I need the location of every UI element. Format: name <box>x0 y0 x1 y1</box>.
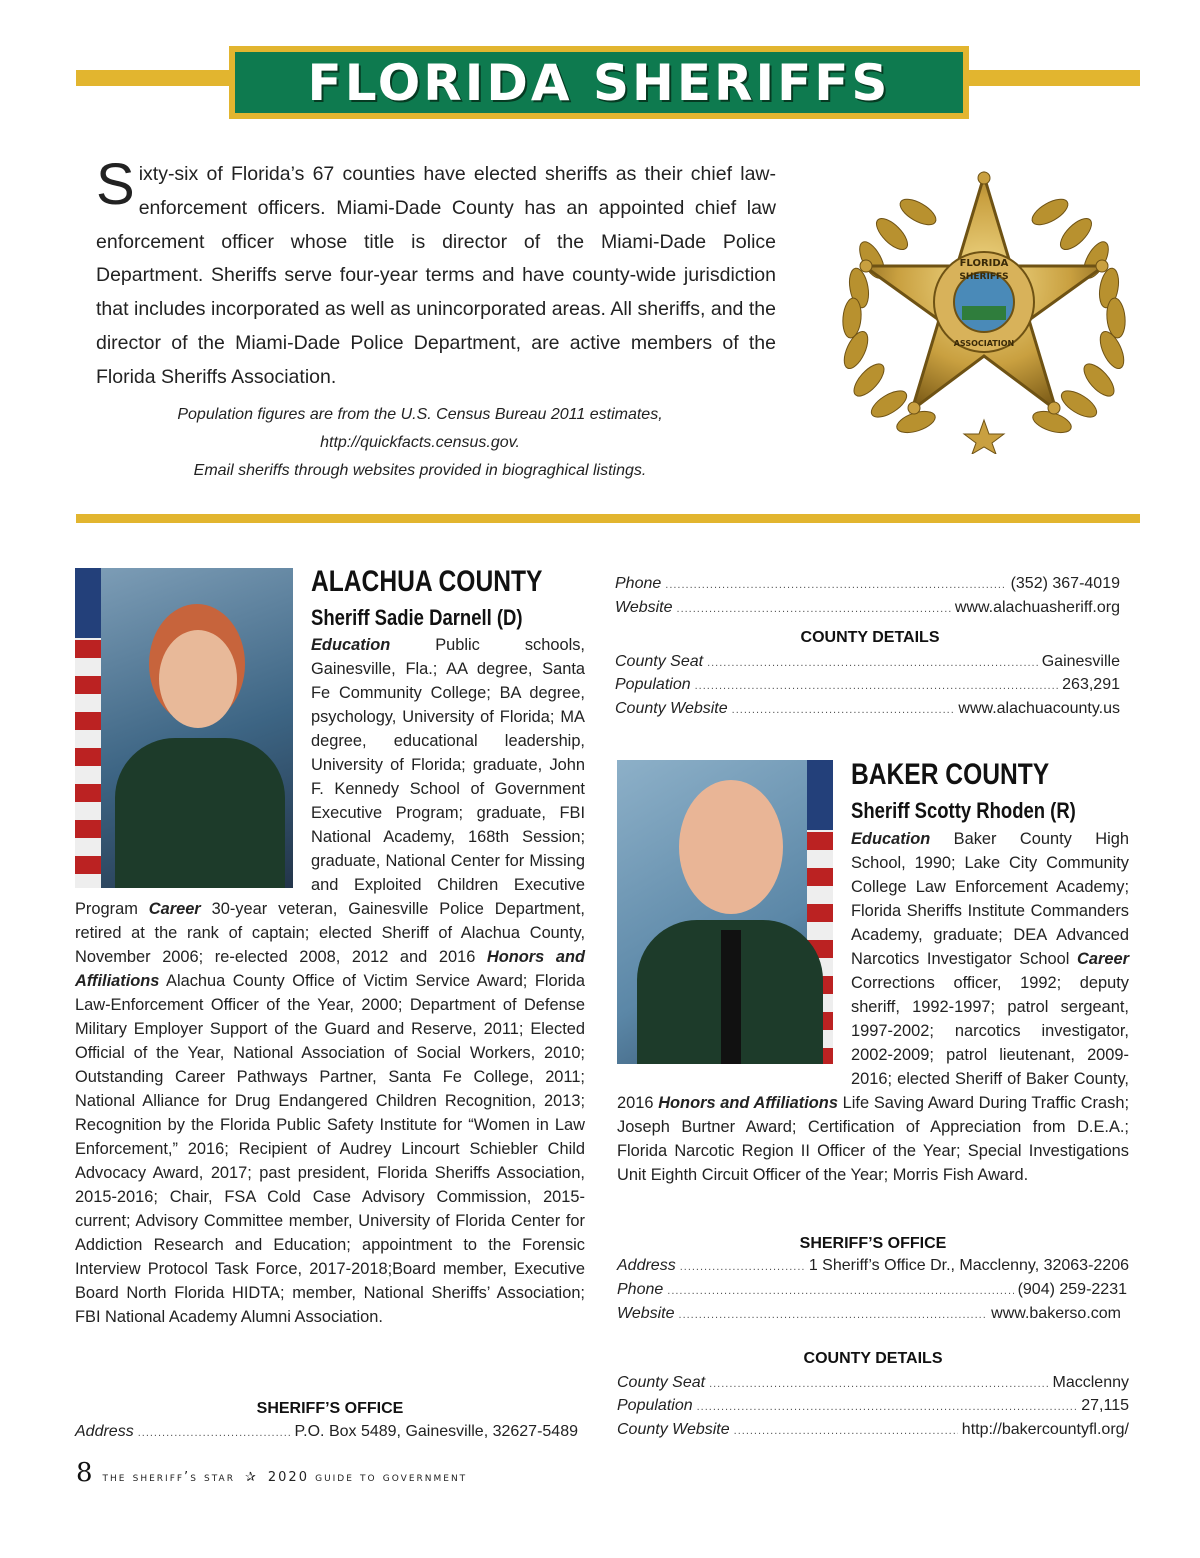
sheriffs-association-badge-icon <box>826 158 1142 454</box>
baker-population: 27,115 <box>1081 1397 1129 1414</box>
population-label: Population <box>615 676 691 693</box>
baker-bio <box>617 827 1129 1187</box>
county-website-label: County Website <box>615 700 728 717</box>
baker-website-link[interactable]: www.bakerso.com <box>991 1305 1121 1322</box>
baker-population-row <box>617 1397 1129 1415</box>
intro-notes <box>96 401 744 485</box>
alachua-sheriff-name: Sheriff Sadie Darnell (D) <box>311 605 523 630</box>
phone-label: Phone <box>617 1281 664 1298</box>
baker-address: 1 Sheriff’s Office Dr., Macclenny, 32063-2206 <box>808 1257 1129 1274</box>
publication-name: the sheriff’s star <box>102 1470 235 1485</box>
baker-county-website-row <box>617 1421 1129 1439</box>
alachua-phone: (352) 367-4019 <box>1010 575 1120 592</box>
baker-honors-text: Life Saving Award During Traffic Crash; Joseph Burtner Award; Certification of Appreciation from D.E.A.; Florida Narcotic Region II Officer of the Year; Special Investigations Unit Eighth Circuit Officer of the Year; Morris Fish Award. <box>617 1094 1129 1184</box>
county-seat-label: County Seat <box>617 1374 706 1391</box>
website-label: Website <box>615 599 673 616</box>
alachua-seat-row <box>615 653 1120 671</box>
page-footer <box>76 1458 467 1488</box>
alachua-details-heading: COUNTY DETAILS <box>800 629 940 646</box>
section-divider <box>76 514 1140 523</box>
note-email: Email sheriffs through websites provided in biograghical listings. <box>193 462 647 479</box>
alachua-website-row <box>615 599 1120 617</box>
alachua-office-heading: SHERIFF’S OFFICE <box>256 1400 404 1417</box>
alachua-address-row <box>75 1423 578 1441</box>
intro-text: ixty-six of Florida’s 67 counties have elected sheriffs as their chief law-enforcement officers. Miami-Dade County has an appointed chief law enforcement officer whose title is director of the Miami-Dade Police Department. Sheriffs serve four-year terms and have county-wide jurisdiction that includes incorporated as well as unincorporated areas. All sheriffs, and the director of the Miami-Dade Police Department, are active members of the Florida Sheriffs Association. <box>96 163 776 388</box>
alachua-career-text: 30-year veteran, Gainesville Police Department, retired at the rank of captain; elected Sheriff of Alachua County, November 2006; re-elected 2008, 2012 and 2016 <box>75 900 585 966</box>
alachua-phone-row <box>615 575 1120 593</box>
alachua-bio <box>75 633 585 1329</box>
website-label: Website <box>617 1305 675 1322</box>
baker-county-title: BAKER COUNTY <box>851 758 1050 791</box>
alachua-county-seat: Gainesville <box>1041 653 1120 670</box>
intro-paragraph <box>96 152 776 395</box>
address-label: Address <box>75 1423 134 1440</box>
title-banner-panel <box>235 52 963 113</box>
alachua-honors-label: Honors and Affiliations <box>75 948 585 990</box>
note-census-url: http://quickfacts.census.gov. <box>320 434 520 451</box>
alachua-honors-text: Alachua County Office of Victim Service Award; Florida Law-Enforcement Officer of the Year, 2000; Department of Defense Military Employer Support of the Guard and Reserve, 2011; Elected Official of the Year, National Association of Social Workers, 2010; Outstanding Career Pathways Partner, Santa Fe College, 2011; National Alliance for Drug Endangered Children Recognition, 2013; Recognition by the Florida Public Safety Institute for “Women in Law Enforcement,” 2016; Recipient of Audrey Lincourt Schiebler Child Advocacy Award, 2017; past president, Florida Sheriffs Association, 2015-2016; Chair, FSA Cold Case Advisory Commission, 2015-current; Advisory Committee member, University of Florida Center for Addiction Research and Education; appointment to the Forensic Interview Protocol Task Force, 2017-2018;Board member, Executive Board North Florida HIDTA; member, National Sheriffs’ Association; FBI National Academy Alumni Association. <box>75 972 585 1326</box>
note-population: Population figures are from the U.S. Census Bureau 2011 estimates, <box>177 406 663 423</box>
county-seat-label: County Seat <box>615 653 704 670</box>
alachua-career-label: Career <box>148 900 201 918</box>
alachua-county-website-row <box>615 700 1120 718</box>
baker-county-seat: Macclenny <box>1052 1374 1129 1391</box>
alachua-county-website-link[interactable]: www.alachuacounty.us <box>958 700 1120 717</box>
alachua-education-text: Public schools, Gainesville, Fla.; AA degree, Santa Fe Community College; BA degree, psychology, University of Florida; MA degree, educational leadership, University of Florida; graduate, John F. Kennedy School of Government Executive Program; graduate, FBI National Academy, 168th Session; graduate, National Center for Missing and Exploited Children Executive Program <box>75 636 585 918</box>
small-star-icon <box>964 420 1004 454</box>
baker-county-website-link[interactable]: http://bakercountyfl.org/ <box>961 1421 1129 1438</box>
alachua-county-title: ALACHUA COUNTY <box>311 565 543 598</box>
page-title: FLORIDA SHERIFFS <box>307 53 891 112</box>
baker-career-text: Corrections officer, 1992; deputy sheriff, 1992-1997; patrol sergeant, 1997-2002; narcotics investigator, 2002-2009; patrol lieutenant, 2009-2016; elected Sheriff of Baker County, 2016 <box>617 974 1129 1112</box>
title-banner <box>229 46 969 119</box>
county-website-label: County Website <box>617 1421 730 1438</box>
alachua-education-label: Education <box>311 636 391 654</box>
baker-phone-row <box>617 1281 1127 1299</box>
baker-office-heading: SHERIFF’S OFFICE <box>799 1235 947 1252</box>
drop-cap: S <box>96 152 135 217</box>
baker-bio-photo-spacer <box>617 827 851 1091</box>
alachua-address: P.O. Box 5489, Gainesville, 32627-5489 <box>294 1423 578 1440</box>
baker-career-label: Career <box>1077 950 1129 968</box>
page-number: 8 <box>76 1458 93 1488</box>
alachua-website-link[interactable]: www.alachuasheriff.org <box>954 599 1120 616</box>
badge-text-sheriffs: SHERIFFS <box>959 272 1009 282</box>
baker-education-label: Education <box>851 830 931 848</box>
alachua-population: 263,291 <box>1062 676 1120 693</box>
baker-website-row <box>617 1305 1121 1323</box>
baker-education-text: Baker County High School, 1990; Lake City Community College Law Enforcement Academy; Florida Sheriffs Institute Commanders Academy, graduate; DEA Advanced Narcotics Investigator School <box>851 830 1129 968</box>
footer-star-icon: ✰ <box>244 1470 258 1485</box>
badge-text-florida: FLORIDA <box>959 258 1009 269</box>
baker-phone: (904) 259-2231 <box>1017 1281 1127 1298</box>
baker-details-heading: COUNTY DETAILS <box>803 1350 943 1367</box>
address-label: Address <box>617 1257 676 1274</box>
baker-address-row <box>617 1257 1129 1275</box>
baker-seat-row <box>617 1374 1129 1392</box>
badge-text-association: ASSOCIATION <box>953 339 1015 348</box>
alachua-population-row <box>615 676 1120 694</box>
population-label: Population <box>617 1397 693 1414</box>
baker-honors-label: Honors and Affiliations <box>658 1094 838 1112</box>
phone-label: Phone <box>615 575 662 592</box>
alachua-bio-photo-spacer <box>75 633 311 897</box>
baker-sheriff-name: Sheriff Scotty Rhoden (R) <box>851 798 1076 823</box>
publication-edition: 2020 guide to government <box>267 1470 468 1485</box>
